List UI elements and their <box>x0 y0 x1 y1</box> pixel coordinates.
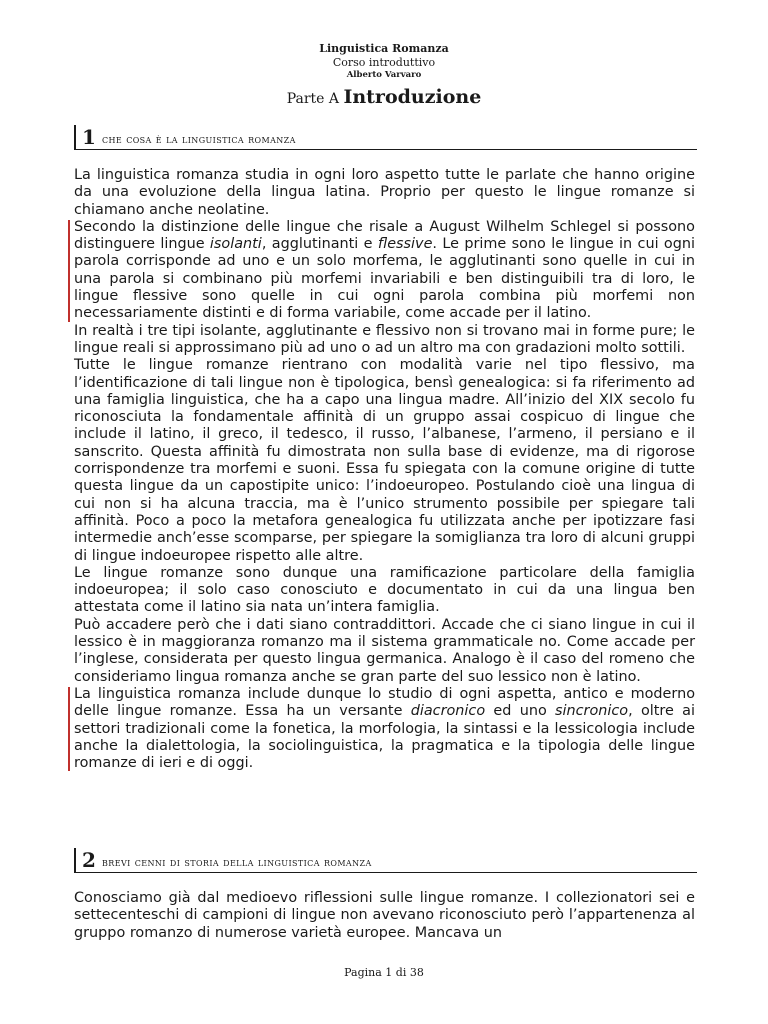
paragraph: Conosciamo già dal medioevo riflessioni sulle lingue romanze. I collezionatori sei e settecenteschi di campioni di lingue non avevano riconosciuto però l’appartenenza al gruppo romanzo di numerose varietà europee. Mancava un <box>74 890 695 941</box>
paragraph: In realtà i tre tipi isolante, agglutinante e flessivo non si trovano mai in forme pure; le lingue reali si approssimano più ad uno o ad un altro ma con gradazioni molto sottili. <box>74 322 695 356</box>
page-number: Pagina 1 di 38 <box>344 966 424 979</box>
section-1-number: 1 <box>82 125 96 149</box>
part-title: Introduzione <box>343 86 482 108</box>
section-1-body <box>74 167 695 772</box>
document-title: Linguistica Romanza <box>319 42 449 55</box>
paragraph-marked: Secondo la distinzione delle lingue che risale a August Wilhelm Schlegel si possono distinguere lingue isolanti, agglutinanti e flessive. Le prime sono le lingue in cui ogni parola corrisponde ad uno e un solo morfema, le agglutinanti sono quelle in cui in una parola si combinano più morfemi invariabili e ben distinguibili tra di loro, le lingue flessive sono quelle in cui ogni parola combina più morfemi non necessariamente distinti e di forma variabile, come accade per il latino. <box>74 218 695 322</box>
part-label: Parte A <box>286 91 339 107</box>
section-2-heading <box>74 848 697 873</box>
section-2-title: brevi cenni di storia della linguistica romanza <box>102 855 372 869</box>
paragraph: Può accadere però che i dati siano contraddittori. Accade che ci siano lingue in cui il lessico è in maggioranza romanzo ma il sistema grammaticale no. Come accade per l’inglese, considerata per questo lingua germanica. Analogo è il caso del romeno che consideriamo lingua romanza anche se gran parte del suo lessico non è latino. <box>74 616 695 685</box>
section-2-body <box>74 890 695 942</box>
section-1-title: che cosa è la linguistica romanza <box>102 132 296 146</box>
paragraph: Le lingue romanze sono dunque una ramificazione particolare della famiglia indoeuropea; il solo caso conosciuto e documentato in cui da una lingua ben attestata come il latino sia nata un’intera famiglia. <box>74 564 695 616</box>
paragraph: La linguistica romanza studia in ogni loro aspetto tutte le parlate che hanno origine da una evoluzione della lingua latina. Proprio per questo le lingue romanze si chiamano anche neolatine. <box>74 167 695 218</box>
paragraph-marked: La linguistica romanza include dunque lo studio di ogni aspetta, antico e moderno delle lingue romanze. Essa ha un versante diacronico ed uno sincronico, oltre ai settori tradizionali come la fonetica, la morfologia, la sintassi e la lessicologia include anche la dialettologia, la sociolinguistica, la pragmatica e la tipologia delle lingue romanze di ieri e di oggi. <box>74 685 695 772</box>
document-subtitle: Corso introduttivo <box>332 56 436 69</box>
section-1-heading <box>74 125 697 150</box>
part-heading <box>0 86 768 108</box>
paragraph: Tutte le lingue romanze rientrano con modalità varie nel tipo flessivo, ma l’identificazione di tali lingue non è tipologica, bensì genealogica: si fa riferimento ad una famiglia linguistica, che ha a capo una lingua madre. All’inizio del XIX secolo fu riconosciuta la fondamentale affinità di un gruppo assai cospicuo di lingue che include il latino, il greco, il tedesco, il russo, l’albanese, l’armeno, il persiano e il sanscrito. Questa affinità fu dimostrata non sulla base di evidenze, ma di rigorose corrispondenze tra morfemi e suoni. Essa fu spiegata con la comune origine di tutte questa lingue da un capostipite unico: l’indoeuropeo. Postulando cioè una lingua di cui non si ha alcuna traccia, ma è l’unico strumento possibile per spiegare tali affinità. Poco a poco la metafora genealogica fu utilizzata anche per ipotizzare fasi intermedie anch’esse scomparse, per spiegare la somiglianza tra loro di alcuni gruppi di lingue indoeuropee rispetto alle altre. <box>74 357 695 564</box>
document-author: Alberto Varvaro <box>346 70 422 80</box>
section-2-number: 2 <box>82 848 96 872</box>
